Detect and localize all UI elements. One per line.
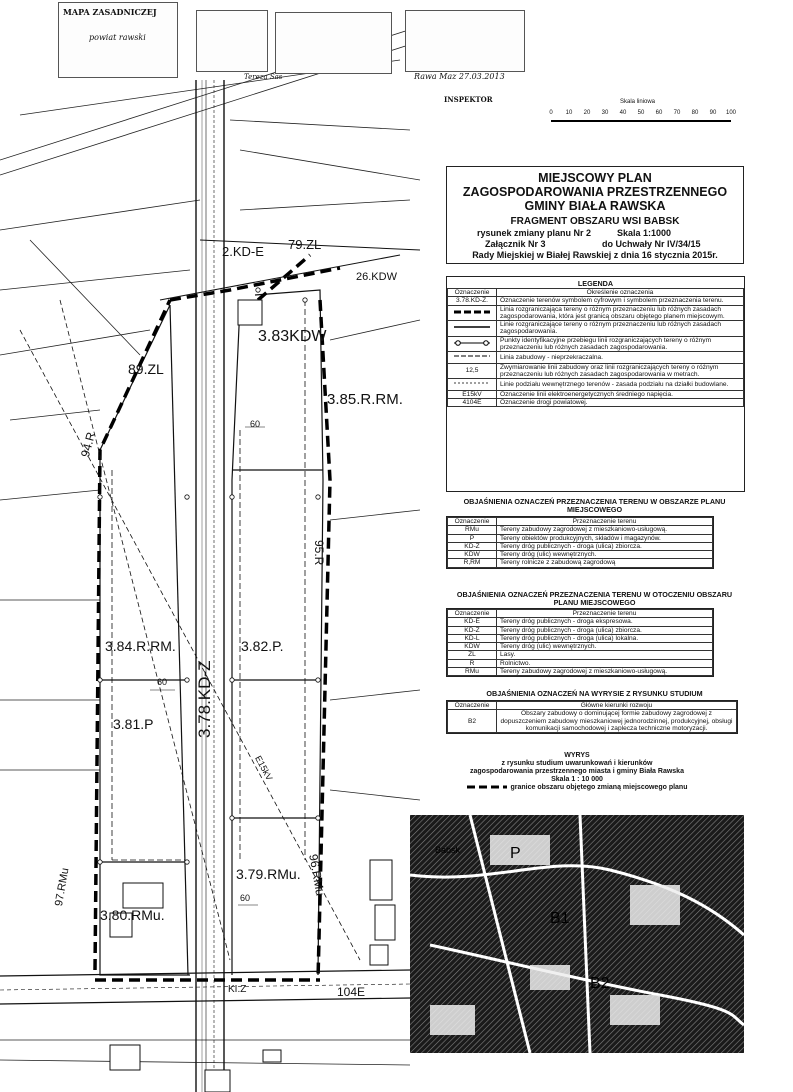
minimap-label-p: P [510, 845, 521, 862]
label-97rmu: 97.RMu [53, 867, 72, 908]
tick: 50 [637, 110, 645, 116]
label-382p: 3.82.P. [241, 638, 284, 654]
legend-row [448, 321, 744, 337]
objasnienia-otoczenie-title: OBJAŚNIENIA OZNACZEŃ PRZEZNACZENIA TERENU W OTOCZENIU OBSZARU PLANU MIEJSCOWEGO [456, 590, 733, 607]
cell-text: Tereny dróg publicznych - droga (ulica) lokalna. [497, 634, 713, 642]
table-row [448, 651, 713, 659]
col-header: Przeznaczenie terenu [497, 610, 713, 618]
title-block [446, 166, 744, 264]
cell-text: Lasy. [497, 651, 713, 659]
title-uchwala: do Uchwały Nr IV/34/15 [602, 239, 701, 249]
label-385rrm: 3.85.R.RM. [327, 391, 403, 408]
stamp-nazwa: Tereza Sas [244, 73, 283, 81]
cell-text: Tereny dróg publicznych - droga (ulica) zbiorcza. [497, 626, 713, 634]
legend-text: Zwymiarowanie linii zabudowy oraz linii rozgraniczających tereny o różnym przeznaczeniu lub różnych zasadach zagospodarowania w metrach. [497, 363, 744, 379]
legend-text: Linie rozgraniczające tereny o różnym przeznaczeniu lub różnych zasadach zagospodarowania. [497, 321, 744, 337]
table-row [448, 710, 737, 733]
label-96rmu: 96.RMu [306, 853, 328, 897]
legend-text: Linia rozgraniczająca tereny o różnym przeznaczeniu lub różnych zasadach zagospodarowania, która jest granicą obszaru objętego planem miejscowym. [497, 305, 744, 321]
col-header: Oznaczenie [448, 610, 497, 618]
label-26kdw: 26.KDW [356, 271, 397, 283]
table-row [448, 643, 713, 651]
legend-row [448, 379, 744, 390]
label-380rmu: 3.80.RMu. [100, 907, 165, 923]
cell-code: KD-Z [448, 626, 497, 634]
label-384rrm: 3.84.R.RM. [105, 638, 176, 654]
label-95r: 95.R [312, 540, 326, 566]
wyrys-line4-text: granice obszaru objętego zmianą miejscowego planu [510, 784, 688, 791]
legend-text: Linia zabudowy - nieprzekraczalna. [497, 352, 744, 363]
legend-row [448, 352, 744, 363]
table-row [448, 534, 713, 542]
cell-code: P [448, 534, 497, 542]
cell-text: Obszary zabudowy o dominującej formie zabudowy zagrodowej z dopuszczeniem zabudowy mieszkaniowej jednorodzinnej, produkcyjnej, obsługi komunikacji samochodowej i zaplecza techniczne motoryzacji. [497, 710, 737, 733]
objasnienia-plan-table [446, 516, 714, 569]
table-row [448, 559, 713, 567]
legend-row [448, 305, 744, 321]
wyrys-line1: z rysunku studium uwarunkowań i kierunków [501, 760, 653, 767]
label-104e: 104E [337, 985, 366, 999]
title-fragment: FRAGMENT OBSZARU WSI BABSK [510, 216, 680, 227]
legend-row [448, 297, 744, 305]
legend-row [448, 398, 744, 406]
label-383kdw: 3.83KDW [258, 328, 327, 345]
legend-col2: Określenie oznaczenia [497, 289, 744, 297]
legend-row [448, 336, 744, 352]
legend-col1: Oznaczenie [448, 289, 497, 297]
cell-text: Tereny zabudowy zagrodowej z mieszkaniowo-usługową. [497, 668, 713, 676]
stamp-4 [405, 10, 525, 72]
objasnienia-studium-title: OBJAŚNIENIA OZNACZEŃ NA WYRYSIE Z RYSUNKU STUDIUM [486, 689, 703, 698]
wyrys-line2: zagospodarowania przestrzennego miasta i gminy Biała Rawska [470, 768, 684, 775]
label-381p: 3.81.P [113, 716, 154, 732]
label-dim-60-b: 60 [157, 677, 168, 687]
cell-text: Rolnictwo. [497, 659, 713, 667]
title-skala: Skala 1:1000 [617, 228, 672, 238]
label-378kdz: 3.78.KD-Z [195, 660, 214, 738]
title-rada: Rady Miejskiej w Białej Rawskiej z dnia 16 stycznia 2015r. [472, 250, 718, 260]
cell-code: R,RM [448, 559, 497, 567]
objasnienia-otoczenie-table [446, 608, 714, 677]
cell-code: RMu [448, 526, 497, 534]
label-94r: 94.R [78, 430, 99, 459]
label-379rmu: 3.79.RMu. [236, 866, 301, 882]
cell-text: Tereny zabudowy zagrodowej z mieszkaniowo-usługową. [497, 526, 713, 534]
legend-row [448, 390, 744, 398]
cell-code: KDW [448, 551, 497, 559]
title-line1: MIEJSCOWY PLAN [538, 171, 652, 185]
label-89zl: 89.ZL [128, 361, 164, 377]
title-line3: GMINY BIAŁA RAWSKA [524, 199, 666, 213]
minimap-label-babsk: Babsk [435, 845, 461, 855]
tick: 10 [565, 110, 573, 116]
cell-code: B2 [448, 710, 497, 733]
tick: 80 [691, 110, 699, 116]
table-row [448, 551, 713, 559]
label-2kde: 2.KD-E [222, 244, 264, 259]
wyrys-line4 [412, 784, 742, 792]
stamp-powiat: powiat rawski [89, 33, 146, 42]
legend-table [447, 288, 744, 407]
legend-symbol-line [448, 321, 497, 337]
minimap-label-b1: B1 [550, 910, 570, 927]
cell-code: RMu [448, 668, 497, 676]
label-e15kv: E15kV [253, 754, 275, 783]
legend-symbol-boundary [448, 305, 497, 321]
cell-code: KD-Z [448, 542, 497, 550]
objasnienia-plan-title: OBJAŚNIENIA OZNACZEŃ PRZEZNACZENIA TERENU W OBSZARZE PLANU MIEJSCOWEGO [463, 497, 726, 514]
title-rysunek: rysunek zmiany planu Nr 2 [477, 228, 592, 238]
table-row [448, 626, 713, 634]
objasnienia-studium-table [446, 700, 738, 734]
legend-code: E15kV [448, 390, 497, 398]
cell-code: KD-L [448, 634, 497, 642]
scale-label: Skala liniowa [620, 99, 656, 105]
legend-text: Linie podziału wewnętrznego terenów - zasada podziału na działki budowlane. [497, 379, 744, 390]
tick: 20 [583, 110, 591, 116]
legend-code: 12,5 [448, 363, 497, 379]
legend [446, 276, 745, 492]
wyrys-block [412, 752, 742, 792]
stamp-date: Rawa Maz 27.03.2013 [414, 72, 505, 81]
stamp-mapa [58, 2, 178, 78]
table-row [448, 659, 713, 667]
cell-text: Tereny dróg publicznych - droga (ulica) zbiorcza. [497, 542, 713, 550]
stamp-mapa-title: MAPA ZASADNICZEJ [63, 7, 157, 17]
cell-code: ZL [448, 651, 497, 659]
legend-code: 4104E [448, 398, 497, 406]
cell-code: R [448, 659, 497, 667]
cell-code: KDW [448, 643, 497, 651]
scale-bar [548, 99, 738, 123]
legend-text: Punkty identyfikacyjne przebiegu linii rozgraniczających tereny o różnym przeznaczeniu lub różnych zasadach zagospodarowania. [497, 336, 744, 352]
legend-text: Oznaczenie linii elektroenergetycznych średniego napięcia. [497, 390, 744, 398]
legend-text: Oznaczenie drogi powiatowej. [497, 398, 744, 406]
tick: 0 [549, 110, 553, 116]
col-header: Oznaczenie [448, 518, 497, 526]
table-row [448, 542, 713, 550]
cell-text: Tereny dróg (ulic) wewnętrznych. [497, 643, 713, 651]
legend-row [448, 363, 744, 379]
table-row [448, 668, 713, 676]
wyrys-title: WYRYS [564, 752, 590, 759]
label-dim-60-c: 60 [240, 893, 251, 903]
cell-text: Tereny dróg (ulic) wewnętrznych. [497, 551, 713, 559]
studium-minimap [410, 815, 744, 1053]
cell-text: Tereny dróg publicznych - droga ekspresowa. [497, 618, 713, 626]
tick: 60 [655, 110, 663, 116]
label-dim-60-a: 60 [250, 419, 261, 429]
table-row [448, 618, 713, 626]
tick: 70 [673, 110, 681, 116]
legend-symbol-division [448, 379, 497, 390]
cell-text: Tereny rolnicze z zabudową zagrodową [497, 559, 713, 567]
tick: 40 [619, 110, 627, 116]
table-row [448, 526, 713, 534]
cell-code: KD-E [448, 618, 497, 626]
col-header: Oznaczenie [448, 702, 497, 710]
minimap-label-b2: B2 [590, 975, 610, 992]
stamp-3 [275, 12, 392, 74]
legend-code: 3.78.KD-Z. [448, 297, 497, 305]
label-79zl: 79.ZL [288, 237, 322, 252]
tick: 90 [709, 110, 717, 116]
cell-text: Tereny obiektów produkcyjnych, składów i magazynów. [497, 534, 713, 542]
scale-line [551, 120, 731, 122]
table-row [448, 634, 713, 642]
studium-minimap-svg [410, 815, 744, 1053]
wyrys-line3: Skala 1 : 10 000 [551, 776, 603, 783]
title-zalacznik: Załącznik Nr 3 [485, 239, 546, 249]
stamp-2 [196, 10, 268, 72]
stamp-inspektor: INSPEKTOR [444, 95, 493, 104]
tick: 100 [725, 110, 736, 116]
col-header: Główne kierunki rozwoju [497, 702, 737, 710]
legend-text: Oznaczenie terenów symbolem cyfrowym i symbolem przeznaczenia terenu. [497, 297, 744, 305]
col-header: Przeznaczenie terenu [497, 518, 713, 526]
title-line2: ZAGOSPODAROWANIA PRZESTRZENNEGO [462, 185, 728, 199]
label-kiz: KI.Z [228, 984, 247, 995]
boundary-legend-icon [467, 784, 507, 790]
legend-title: LEGENDA [577, 279, 614, 288]
legend-symbol-building-line [448, 352, 497, 363]
legend-symbol-points [448, 336, 497, 352]
tick: 30 [601, 110, 609, 116]
